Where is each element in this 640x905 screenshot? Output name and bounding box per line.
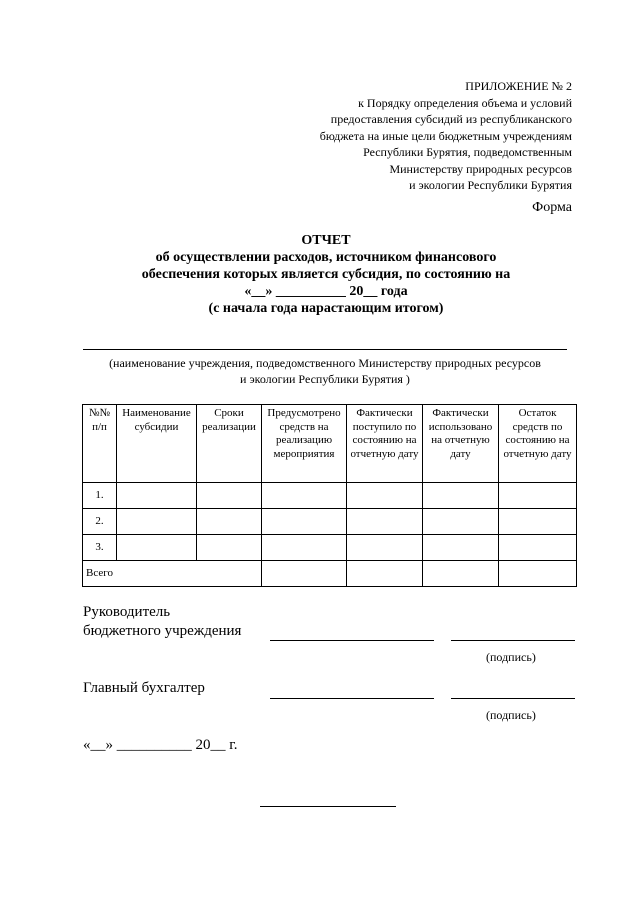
table-cell: [499, 561, 577, 587]
table-cell: [347, 561, 423, 587]
row-number: 3.: [83, 535, 117, 561]
appendix-line: предоставления субсидий из республиканского: [330, 112, 572, 126]
footer-line: [260, 806, 396, 807]
title-line: (с начала года нарастающим итогом): [208, 301, 444, 316]
title-line: обеспечения которых является субсидия, по состоянию на: [141, 267, 511, 282]
header-cell: Фактически использовано на отчетную дату: [423, 405, 499, 483]
header-cell: Сроки реализации: [197, 405, 262, 483]
appendix-line: ПРИЛОЖЕНИЕ № 2: [465, 79, 572, 93]
header-cell: Фактически поступило по состоянию на отчетную дату: [347, 405, 423, 483]
title-line: об осуществлении расходов, источником финансового: [155, 250, 497, 265]
caption-line: (наименование учреждения, подведомственного Министерству природных ресурсов: [109, 356, 541, 370]
accountant-signature-line: [451, 698, 575, 699]
table-cell: [117, 483, 197, 509]
table-cell: [347, 483, 423, 509]
institution-name-line: [83, 349, 567, 350]
head-name-line: [270, 640, 434, 641]
appendix-line: Министерству природных ресурсов: [389, 161, 572, 176]
table-cell: [423, 535, 499, 561]
title-line: «__» __________ 20__ года: [244, 284, 408, 299]
table-cell: [197, 483, 262, 509]
appendix-line: бюджета на иные цели бюджетным учреждениям: [319, 128, 572, 143]
row-number: 1.: [83, 483, 117, 509]
header-cell: Предусмотрено средств на реализацию мероприятия: [262, 405, 347, 483]
table-cell: [262, 509, 347, 535]
table-cell: [262, 535, 347, 561]
appendix-header: [242, 78, 572, 194]
date-line: «__» __________ 20__ г.: [83, 737, 238, 753]
table-cell: [197, 509, 262, 535]
table-cell: [262, 561, 347, 587]
head-label-1: Руководитель: [83, 604, 171, 620]
accountant-label: Главный бухгалтер: [83, 680, 205, 696]
signature-caption: (подпись): [486, 708, 536, 722]
report-title: [0, 232, 640, 317]
table-row: [83, 509, 577, 535]
table-row: [83, 483, 577, 509]
table-cell: [197, 535, 262, 561]
table-cell: [423, 509, 499, 535]
table-cell: [499, 535, 577, 561]
table-cell: [117, 509, 197, 535]
appendix-line: Республики Бурятия, подведомственным: [363, 145, 572, 159]
table-cell: [423, 561, 499, 587]
head-signature-line: [451, 640, 575, 641]
caption-line: и экологии Республики Бурятия ): [240, 371, 410, 386]
header-cell: №№ п/п: [83, 405, 117, 483]
header-cell: Наименование субсидии: [117, 405, 197, 483]
row-number: 2.: [83, 509, 117, 535]
table-cell: [262, 483, 347, 509]
title-line: ОТЧЕТ: [301, 233, 351, 248]
table-total-row: [83, 561, 577, 587]
table-cell: [347, 509, 423, 535]
appendix-line: к Порядку определения объема и условий: [358, 95, 572, 110]
table-cell: [499, 483, 577, 509]
appendix-line: и экологии Республики Бурятия: [409, 178, 572, 192]
table-cell: [423, 483, 499, 509]
signature-caption: (подпись): [486, 650, 536, 664]
total-label: Всего: [83, 561, 262, 587]
institution-caption: [83, 356, 567, 387]
table-cell: [499, 509, 577, 535]
header-cell: Остаток средств по состоянию на отчетную дату: [499, 405, 577, 483]
head-label-2: бюджетного учреждения: [83, 623, 242, 639]
table-header-row: [83, 405, 577, 483]
accountant-name-line: [270, 698, 434, 699]
table-row: [83, 535, 577, 561]
report-table: [82, 404, 577, 587]
table-cell: [347, 535, 423, 561]
table-cell: [117, 535, 197, 561]
form-label: Форма: [532, 200, 572, 215]
